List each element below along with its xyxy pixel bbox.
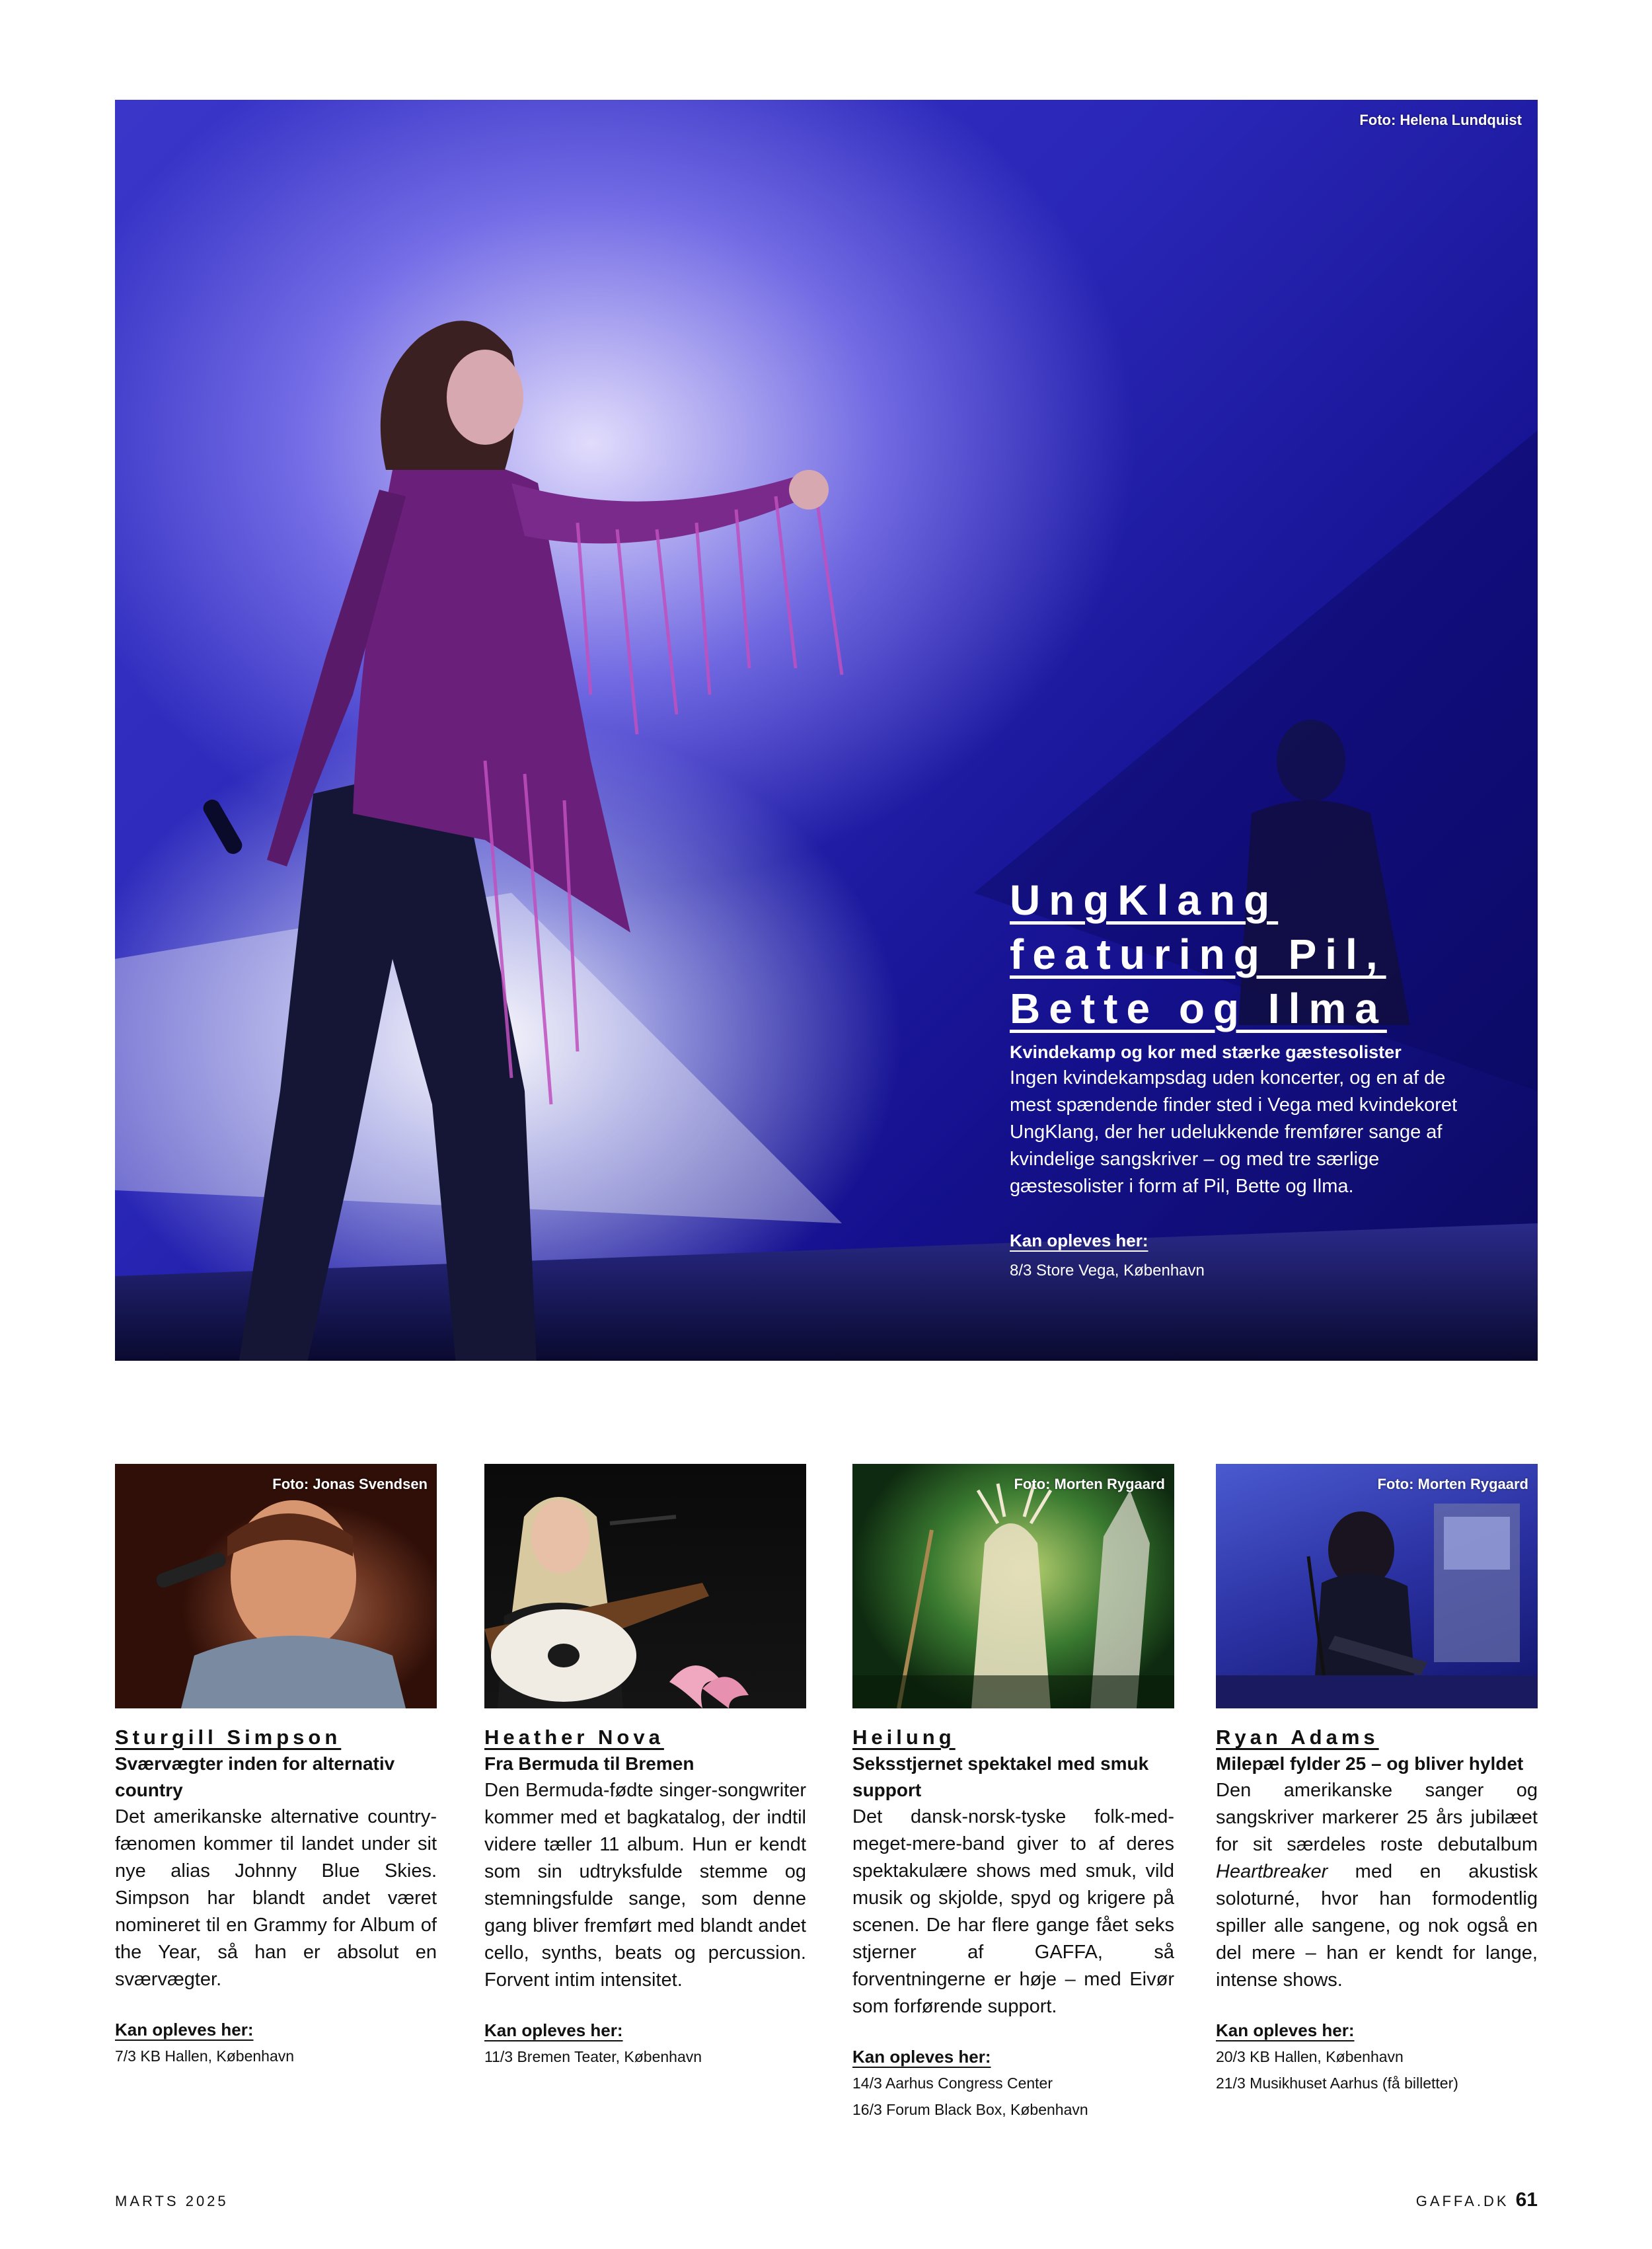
article-photo [852,1464,1174,1708]
artist-name: Heilung [852,1726,956,1749]
article-body-text: med en akustisk soloturné, hvor han formodentlig spiller alle sangene, og nok også en del mere – han er kendt for lange, intense shows. [1216,1861,1538,1991]
article-card [1216,1464,1538,2096]
album-title: Heartbreaker [1216,1861,1328,1882]
article-subtitle: Milepæl fylder 25 – og bliver hyldet [1216,1753,1524,1774]
article-photo [484,1464,806,1708]
hero-title-line: featuring Pil, [1010,931,1386,978]
article-body-text: Den amerikanske sanger og sangskriver markerer 25 års jubilæet for sit særdeles roste debutalbum [1216,1780,1538,1855]
photo-credit: Foto: Morten Rygaard [1014,1476,1165,1492]
article-body: Det dansk-norsk-tyske folk-med-meget-mere-band giver to af deres spektakulære shows med smuk, vild musik og skjolde, spyd og krigere på scenen. De har flere gange fået seks stjerner af GAFFA, så forventningerne er høje – med Eivør som forførende support. [852,1806,1174,2017]
hero-article [1010,873,1538,1284]
artist-name: Sturgill Simpson [115,1726,342,1749]
venue-line: 20/3 KB Hallen, København [1216,2048,1404,2065]
article-body: Den Bermuda-fødte singer-songwriter kommer med et bagkatalog, der indtil videre tæller 11 album. Hun er kendt som sin udtryksfulde stemme og stemningsfulde sange, som denne gang bliver fremført med blandt andet cello, synths, beats og percussion. Forvent intim intensitet. [484,1780,806,1991]
venues-heading: Kan opleves her: [484,2020,623,2040]
article-subtitle: Sværvægter inden for alternativ country [115,1753,395,1800]
article-photo [1216,1464,1538,1708]
venues-heading: Kan opleves her: [1216,2020,1355,2040]
artist-name: Heather Nova [484,1726,664,1749]
footer-site [1416,2189,1538,2211]
venue-line: 8/3 Store Vega, København [1010,1262,1205,1279]
venue-line: 16/3 Forum Black Box, København [852,2101,1088,2118]
hero-body: Ingen kvindekampsdag uden koncerter, og en af de mest spændende finder sted i Vega med kvindekoret UngKlang, der her udelukkende fremfører sange af kvindelige sangskriver – og med tre særlige gæstesolister i form af Pil, Bette og Ilma. [1010,1067,1458,1197]
hero-title [1010,873,1538,1036]
article-card [852,1464,1174,2123]
article-photo [115,1464,437,1708]
artist-name: Ryan Adams [1216,1726,1379,1749]
venue-line: 7/3 KB Hallen, København [115,2047,295,2065]
photo-credit: Foto: Morten Rygaard [1377,1476,1528,1492]
article-subtitle: Seksstjernet spektakel med smuk support [852,1753,1149,1800]
photo-credit: Foto: Helena Lundquist [1359,112,1522,128]
article-card [115,1464,437,2069]
footer-issue: MARTS 2025 [115,2193,229,2209]
venue-line: 21/3 Musikhuset Aarhus (få billetter) [1216,2075,1458,2092]
hero-title-line: UngKlang [1010,876,1279,924]
venues-heading: Kan opleves her: [115,2020,254,2039]
hero-photo [115,100,1538,1361]
venues-heading: Kan opleves her: [1010,1231,1148,1250]
venue-line: 14/3 Aarhus Congress Center [852,2075,1053,2092]
article-card [484,1464,806,2070]
article-subtitle: Fra Bermuda til Bremen [484,1753,695,1774]
page-number: 61 [1515,2189,1538,2211]
photo-credit: Foto: Jonas Svendsen [272,1476,428,1492]
venues-heading: Kan opleves her: [852,2047,991,2067]
footer-site-name: GAFFA.DK [1415,2193,1509,2209]
venue-line: 11/3 Bremen Teater, København [484,2048,702,2065]
article-body [1216,1777,1538,1994]
hero-subtitle: Kvindekamp og kor med stærke gæstesolister [1010,1042,1402,1062]
hero-title-line: Bette og Ilma [1010,985,1387,1032]
article-body: Det amerikanske alternative country-fænomen kommer til landet under sit nye alias Johnny Blue Skies. Simpson har blandt andet været nomineret til en Grammy for Album of the Year, så han er absolut en sværvægter. [115,1806,437,1990]
